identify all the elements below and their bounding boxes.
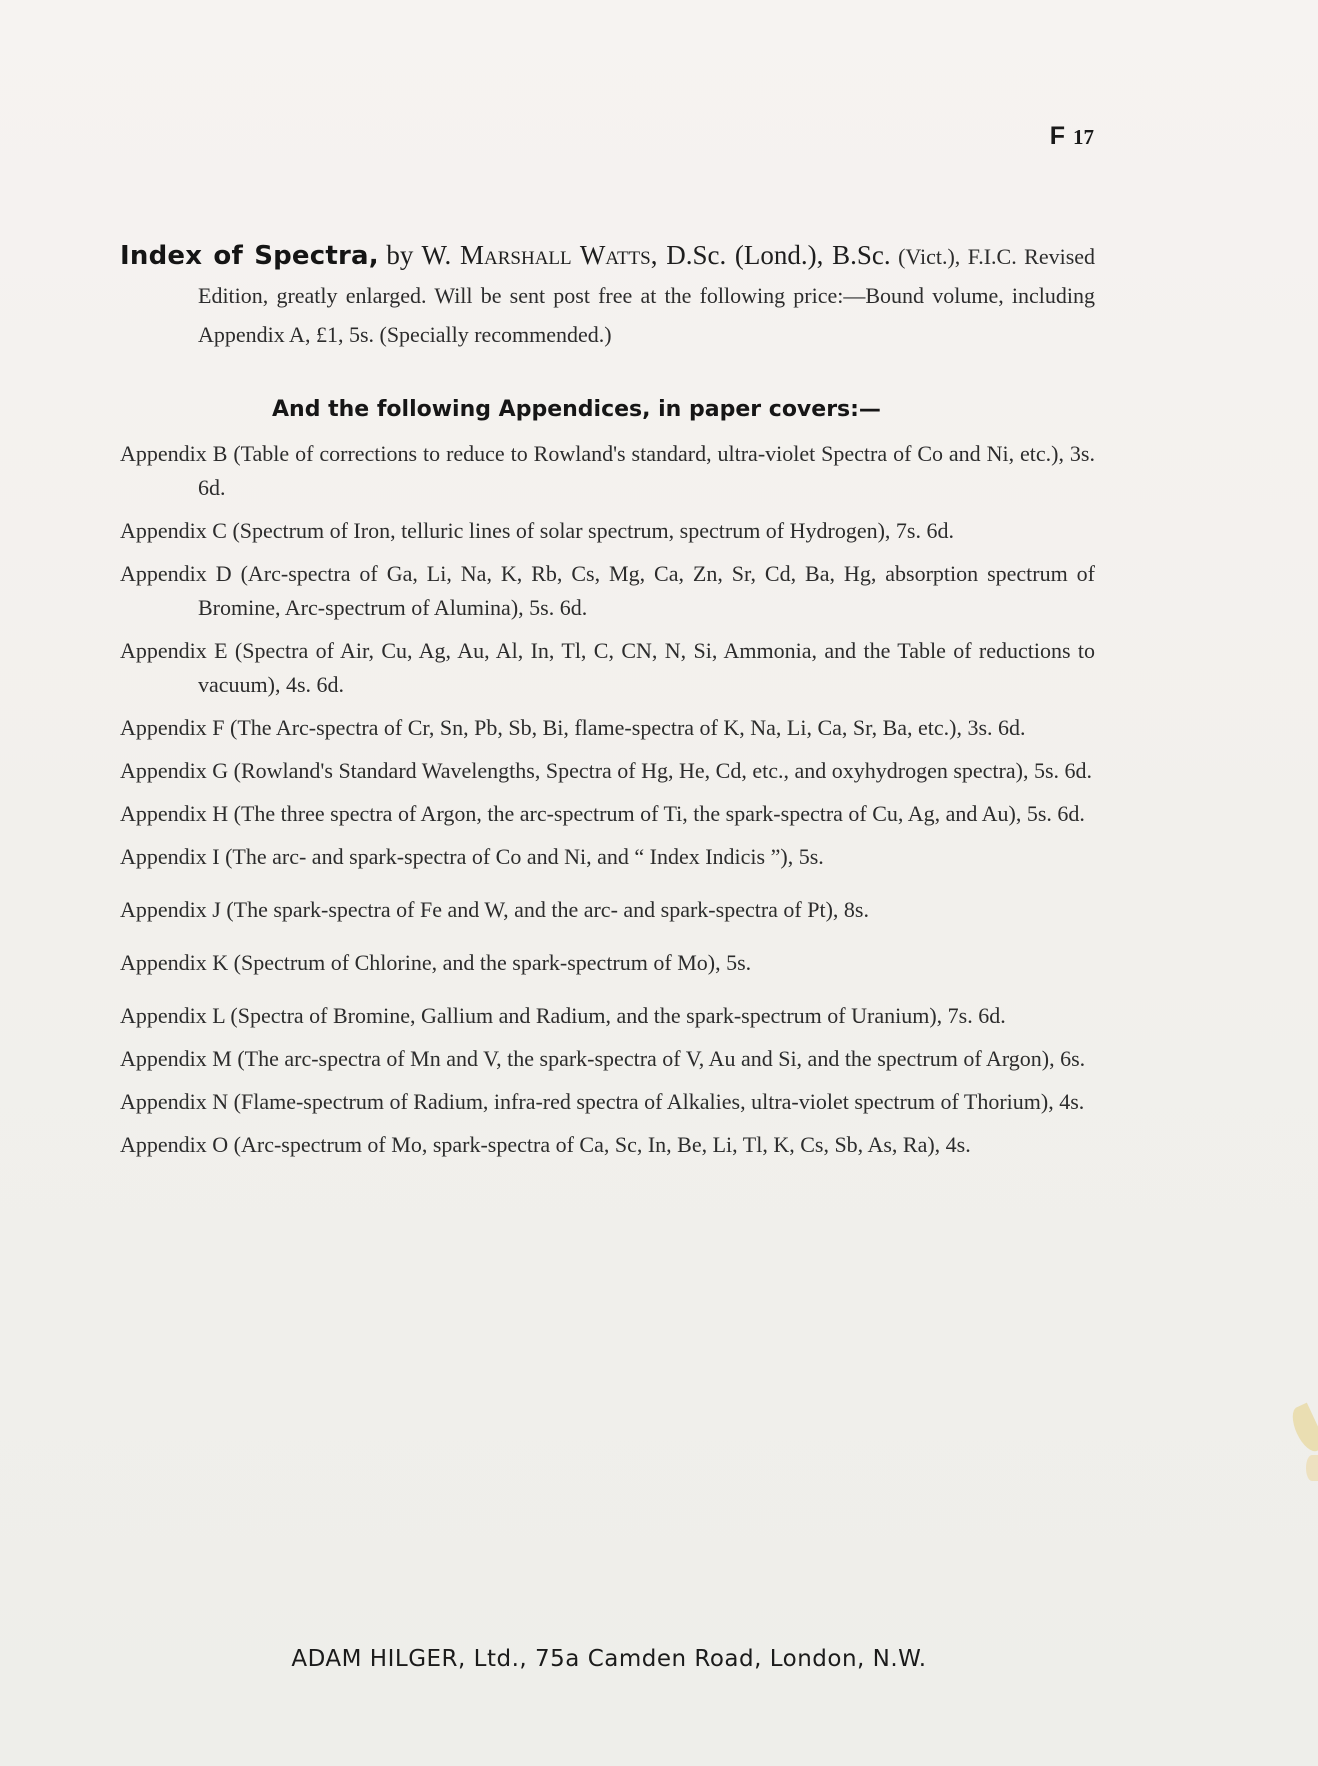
appendix-label: Appendix O bbox=[120, 1132, 229, 1157]
appendix-label: Appendix G bbox=[120, 758, 229, 783]
appendix-description: (Arc-spectra of Ga, Li, Na, K, Rb, Cs, Mg, Ca, Zn, Sr, Cd, Ba, Hg, absorption spectrum of Bromine, Arc-spectrum of Alumina), 5s. 6d. bbox=[198, 561, 1096, 620]
appendix-description: (Rowland's Standard Wavelengths, Spectra of Hg, He, Cd, etc., and oxyhydrogen spectra), 5s. 6d. bbox=[233, 758, 1093, 783]
appendix-label: Appendix M bbox=[120, 1046, 232, 1071]
appendix-description: (Spectra of Bromine, Gallium and Radium, and the spark-spectrum of Uranium), 7s. 6d. bbox=[230, 1003, 1006, 1028]
author-line bbox=[386, 240, 890, 270]
appendix-entry bbox=[120, 437, 1095, 505]
appendix-description: (The arc- and spark-spectra of Co and Ni, and “ Index Indicis ”), 5s. bbox=[225, 844, 824, 869]
author-name: Marshall Watts, bbox=[460, 240, 658, 270]
title-paragraph bbox=[120, 236, 1095, 354]
appendix-label: Appendix E bbox=[120, 638, 228, 663]
appendix-entry bbox=[120, 514, 1095, 548]
appendix-label: Appendix H bbox=[120, 801, 229, 826]
publisher-address: 75a Camden Road, London, N.W. bbox=[535, 1646, 927, 1672]
appendix-entry bbox=[120, 557, 1095, 625]
appendix-entry bbox=[120, 797, 1095, 831]
appendix-entry bbox=[120, 1128, 1095, 1162]
author-degrees: D.Sc. (Lond.), B.Sc. bbox=[666, 240, 891, 270]
appendix-entry bbox=[120, 711, 1095, 745]
folio-number: 17 bbox=[1073, 125, 1094, 149]
appendix-entry bbox=[120, 893, 1095, 927]
folio-letter: F bbox=[1049, 122, 1065, 150]
appendix-label: Appendix L bbox=[120, 1003, 225, 1028]
appendix-description: (Spectra of Air, Cu, Ag, Au, Al, In, Tl, C, CN, N, Si, Ammonia, and the Table of reductions to vacuum), 4s. 6d. bbox=[198, 638, 1095, 697]
appendix-description: (Flame-spectrum of Radium, infra-red spectra of Alkalies, ultra-violet spectrum of Thorium), 4s. bbox=[233, 1089, 1085, 1114]
appendix-label: Appendix I bbox=[120, 844, 220, 869]
appendix-label: Appendix C bbox=[120, 518, 227, 543]
appendix-entry bbox=[120, 754, 1095, 788]
paper-stain bbox=[1287, 1403, 1318, 1456]
paper-stain bbox=[1306, 1455, 1318, 1481]
appendix-entry bbox=[120, 1042, 1095, 1076]
appendix-entry bbox=[120, 840, 1095, 874]
appendix-label: Appendix F bbox=[120, 715, 225, 740]
publisher-footer bbox=[0, 1646, 1318, 1672]
appendix-entry bbox=[120, 946, 1095, 980]
appendix-description: (Spectrum of Chlorine, and the spark-spectrum of Mo), 5s. bbox=[233, 950, 752, 975]
appendix-description: (The Arc-spectra of Cr, Sn, Pb, Sb, Bi, flame-spectra of K, Na, Li, Ca, Sr, Ba, etc.), 3s. 6d. bbox=[230, 715, 1026, 740]
appendix-label: Appendix D bbox=[120, 561, 232, 586]
book-title: Index of Spectra, bbox=[120, 241, 379, 271]
appendix-label: Appendix B bbox=[120, 441, 228, 466]
appendix-label: Appendix J bbox=[120, 897, 221, 922]
appendix-description: (The spark-spectra of Fe and W, and the arc- and spark-spectra of Pt), 8s. bbox=[226, 897, 869, 922]
appendix-entry bbox=[120, 999, 1095, 1033]
appendix-entry bbox=[120, 634, 1095, 702]
appendix-description: (The arc-spectra of Mn and V, the spark-spectra of V, Au and Si, and the spectrum of Argon), 6s. bbox=[237, 1046, 1086, 1071]
appendix-label: Appendix N bbox=[120, 1089, 229, 1114]
by-word: by bbox=[386, 240, 414, 270]
book-description: (Vict.), F.I.C. Revised Edition, greatly enlarged. Will be sent post free at the following price:—Bound volume, including Appendix A, £1, 5s. (Specially recommended.) bbox=[198, 244, 1096, 347]
appendix-description: (Table of corrections to reduce to Rowland's standard, ultra-violet Spectra of Co and Ni, etc.), 3s. 6d. bbox=[198, 441, 1095, 500]
appendix-description: (Arc-spectrum of Mo, spark-spectra of Ca, Sc, In, Be, Li, Tl, K, Cs, Sb, As, Ra), 4s. bbox=[233, 1132, 971, 1157]
author-initial: W. bbox=[421, 240, 452, 270]
appendix-label: Appendix K bbox=[120, 950, 229, 975]
appendix-description: (Spectrum of Iron, telluric lines of solar spectrum, spectrum of Hydrogen), 7s. 6d. bbox=[232, 518, 954, 543]
appendix-list bbox=[120, 437, 1095, 1162]
publisher-name: ADAM HILGER, Ltd., bbox=[291, 1646, 528, 1672]
appendix-description: (The three spectra of Argon, the arc-spectrum of Ti, the spark-spectra of Cu, Ag, and Au), 5s. 6d. bbox=[233, 801, 1085, 826]
appendix-entry bbox=[120, 1085, 1095, 1119]
main-content bbox=[120, 236, 1095, 1171]
folio bbox=[1050, 122, 1094, 151]
appendices-heading: And the following Appendices, in paper covers:— bbox=[272, 397, 881, 422]
